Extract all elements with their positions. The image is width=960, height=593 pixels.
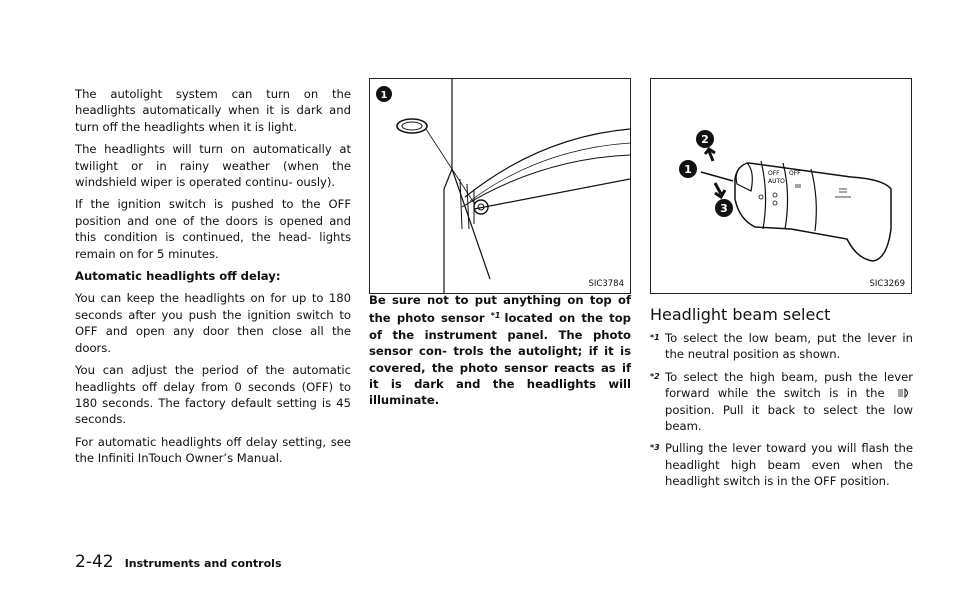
lever-illustration	[651, 79, 911, 293]
middle-column-text	[369, 292, 631, 415]
headlight-beam-heading: Headlight beam select	[650, 305, 831, 324]
photo-sensor-figure	[369, 78, 631, 294]
switch-label-auto: AUTO	[768, 178, 785, 185]
beam-step-3: *3 Pulling the lever toward you will flash the headlight high beam even when the headlight switch is in the OFF position.	[650, 441, 913, 489]
step-1-marker: *1	[650, 333, 660, 342]
headlight-icon	[897, 388, 911, 398]
left-column-text	[75, 86, 351, 473]
warning-callout-marker: *1	[490, 311, 501, 321]
page-footer	[75, 552, 282, 572]
right-column-text	[650, 306, 913, 496]
step-3-marker: *3	[650, 443, 660, 453]
beam-step-1: *1 To select the low beam, put the lever in the neutral position as shown.	[650, 331, 913, 362]
photo-sensor-warning: Be sure not to put anything on top of the photo sensor $^{*1}$ located on the top of the instrument panel. The photo sensor con- trols the autolight; if it is covered, the photo sensor reacts as if it is dark and the headlights will illuminate.	[369, 293, 631, 408]
autolight-ignition-paragraph: If the ignition switch is pushed to the OFF position and one of the doors is opened and this condition is continued, the head- lights remain on for 5 minutes.	[75, 197, 351, 261]
page-number: 2-42	[75, 552, 114, 572]
off-delay-paragraph: You can keep the headlights on for up to 180 seconds after you push the ignition switch to OFF and open any door then close all the doors.	[75, 291, 351, 355]
autolight-twilight-paragraph: The headlights will turn on automatically at twilight or in rainy weather (when the windshield wiper is operated continu- ously).	[75, 142, 351, 190]
headlight-lever-figure	[650, 78, 912, 294]
figure2-callout-1: 1	[684, 163, 692, 176]
figure1-callout-1: 1	[380, 90, 388, 101]
dashboard-illustration	[370, 79, 630, 293]
figure2-callout-3: 3	[720, 202, 728, 215]
section-name: Instruments and controls	[124, 557, 282, 570]
off-delay-settings-paragraph: For automatic headlights off delay setting, see the Infiniti InTouch Owner’s Manual.	[75, 434, 351, 466]
off-delay-heading: Automatic headlights off delay:	[75, 269, 281, 284]
figure1-code: SIC3784	[588, 279, 624, 289]
figure2-code: SIC3269	[869, 279, 905, 289]
beam-step-2: *2 To select the high beam, push the lever forward while the switch is in the position. Pull it back to select the low beam.	[650, 369, 913, 434]
autolight-intro-paragraph: The autolight system can turn on the headlights automatically when it is dark and turn off the headlights when it is light.	[75, 87, 351, 134]
step-2-marker: *2	[650, 371, 660, 381]
figure2-callout-2: 2	[701, 133, 709, 146]
switch-label-off-2: OFF	[789, 170, 801, 177]
off-delay-adjust-paragraph: You can adjust the period of the automatic headlights off delay from 0 seconds (OFF) to 180 seconds. The factory default setting is 45 seconds.	[75, 363, 351, 427]
switch-label-off: OFF	[768, 170, 780, 177]
